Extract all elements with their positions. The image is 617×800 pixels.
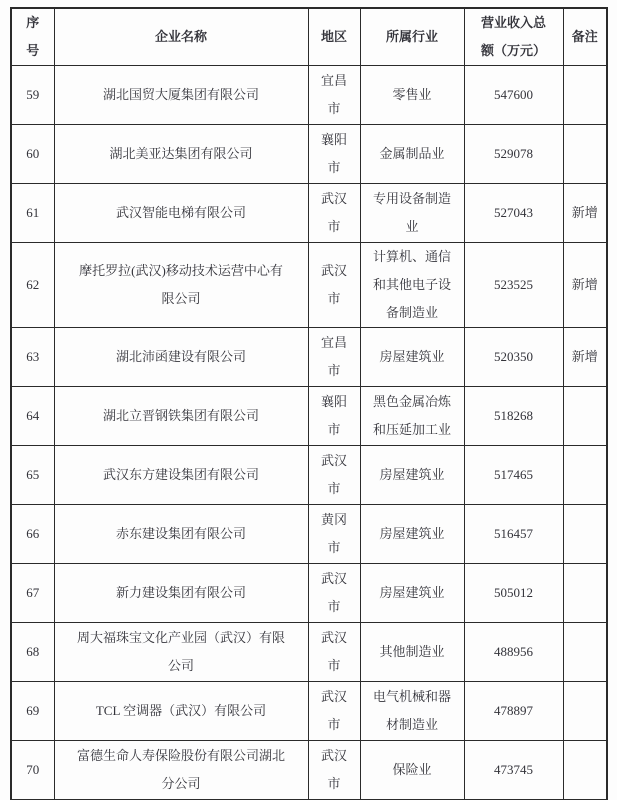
cell-name: 湖北立晋钢铁集团有限公司 [54,387,308,446]
cell-region: 武汉市 [308,184,360,243]
cell-name: 赤东建设集团有限公司 [54,505,308,564]
cell-industry: 零售业 [360,66,464,125]
cell-name: 摩托罗拉(武汉)移动技术运营中心有限公司 [54,243,308,328]
cell-note: 新增 [563,328,607,387]
cell-no: 59 [11,66,54,125]
table-row [11,387,607,446]
table-row [11,66,607,125]
cell-name: 富德生命人寿保险股份有限公司湖北分公司 [54,741,308,800]
cell-industry: 房屋建筑业 [360,564,464,623]
cell-note [563,623,607,682]
table-row [11,682,607,741]
cell-revenue: 547600 [464,66,563,125]
cell-revenue: 527043 [464,184,563,243]
cell-name: 湖北沛函建设有限公司 [54,328,308,387]
table-row [11,184,607,243]
table-row [11,125,607,184]
cell-revenue: 520350 [464,328,563,387]
table-row [11,623,607,682]
cell-no: 61 [11,184,54,243]
cell-region: 宜昌市 [308,328,360,387]
cell-industry: 保险业 [360,741,464,800]
company-revenue-table [10,7,608,800]
cell-name: 湖北美亚达集团有限公司 [54,125,308,184]
cell-region: 黄冈市 [308,505,360,564]
cell-note: 新增 [563,243,607,328]
cell-industry: 电气机械和器材制造业 [360,682,464,741]
cell-no: 68 [11,623,54,682]
table-header-row [11,8,607,66]
cell-note [563,66,607,125]
cell-region: 宜昌市 [308,66,360,125]
cell-no: 69 [11,682,54,741]
table-row [11,446,607,505]
cell-industry: 计算机、通信和其他电子设备制造业 [360,243,464,328]
table-row [11,741,607,800]
cell-region: 襄阳市 [308,125,360,184]
table-body [11,66,607,800]
cell-name: 武汉智能电梯有限公司 [54,184,308,243]
cell-industry: 房屋建筑业 [360,505,464,564]
cell-industry: 其他制造业 [360,623,464,682]
cell-region: 襄阳市 [308,387,360,446]
cell-region: 武汉市 [308,623,360,682]
cell-note [563,741,607,800]
cell-name: 武汉东方建设集团有限公司 [54,446,308,505]
cell-revenue: 517465 [464,446,563,505]
cell-name: TCL 空调器（武汉）有限公司 [54,682,308,741]
cell-note [563,125,607,184]
cell-industry: 金属制品业 [360,125,464,184]
table-row [11,328,607,387]
cell-no: 70 [11,741,54,800]
cell-revenue: 488956 [464,623,563,682]
header-cell-name: 企业名称 [54,8,308,66]
table-row [11,505,607,564]
cell-no: 67 [11,564,54,623]
header-cell-region: 地区 [308,8,360,66]
cell-industry: 房屋建筑业 [360,328,464,387]
cell-no: 62 [11,243,54,328]
cell-note: 新增 [563,184,607,243]
cell-no: 63 [11,328,54,387]
table-row [11,564,607,623]
cell-name: 湖北国贸大厦集团有限公司 [54,66,308,125]
cell-revenue: 478897 [464,682,563,741]
cell-name: 新力建设集团有限公司 [54,564,308,623]
cell-note [563,682,607,741]
table-row [11,243,607,328]
cell-revenue: 505012 [464,564,563,623]
cell-revenue: 516457 [464,505,563,564]
header-cell-note: 备注 [563,8,607,66]
cell-no: 64 [11,387,54,446]
cell-industry: 房屋建筑业 [360,446,464,505]
cell-note [563,446,607,505]
cell-name: 周大福珠宝文化产业园（武汉）有限公司 [54,623,308,682]
cell-industry: 专用设备制造业 [360,184,464,243]
cell-revenue: 518268 [464,387,563,446]
cell-region: 武汉市 [308,564,360,623]
cell-no: 60 [11,125,54,184]
header-cell-industry: 所属行业 [360,8,464,66]
cell-region: 武汉市 [308,741,360,800]
cell-no: 66 [11,505,54,564]
cell-note [563,505,607,564]
cell-revenue: 523525 [464,243,563,328]
header-cell-revenue: 营业收入总额（万元） [464,8,563,66]
header-cell-no: 序号 [11,8,54,66]
cell-region: 武汉市 [308,682,360,741]
cell-region: 武汉市 [308,446,360,505]
cell-revenue: 473745 [464,741,563,800]
cell-note [563,564,607,623]
cell-industry: 黑色金属冶炼和压延加工业 [360,387,464,446]
cell-region: 武汉市 [308,243,360,328]
cell-no: 65 [11,446,54,505]
cell-note [563,387,607,446]
cell-revenue: 529078 [464,125,563,184]
